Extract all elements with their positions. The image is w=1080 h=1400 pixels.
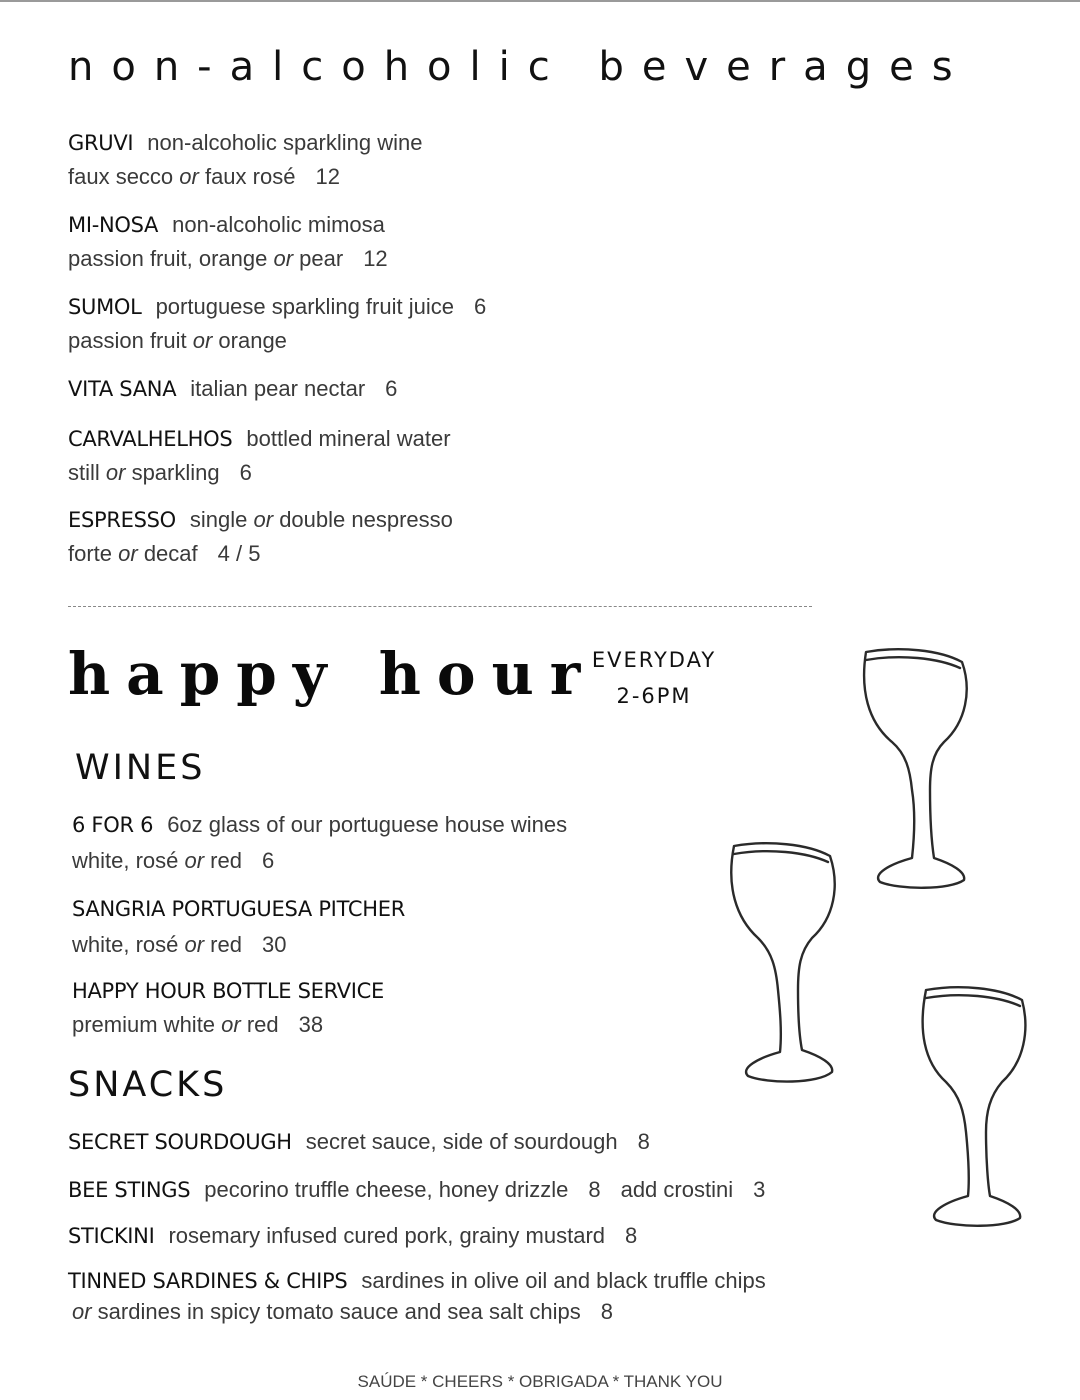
item-name: SANGRIA PORTUGUESA PITCHER	[72, 897, 405, 921]
item-options: passion fruit or orange	[68, 327, 287, 353]
item-desc: non-alcoholic sparkling wine	[147, 130, 423, 155]
item-options: or sardines in spicy tomato sauce and sea salt chips 8	[72, 1298, 613, 1324]
item-price: 8	[625, 1223, 638, 1248]
snacks-heading: SNACKS	[68, 1065, 228, 1105]
item-desc: single or double nespresso	[189, 507, 453, 532]
item-price: 6	[239, 459, 252, 485]
item-name: TINNED SARDINES & CHIPS	[68, 1269, 348, 1293]
item-desc: 6oz glass of our portuguese house wines	[167, 812, 568, 837]
item-options: white, rosé or red 30	[72, 931, 287, 957]
item-price: 12	[315, 163, 340, 189]
item-price: 30	[261, 931, 287, 957]
item-name: STICKINI	[68, 1224, 155, 1248]
item-desc: non-alcoholic mimosa	[172, 212, 385, 237]
item-name: ESPRESSO	[68, 508, 176, 532]
item-addon-price: 3	[753, 1177, 766, 1202]
item-price: 8	[600, 1298, 613, 1324]
item-name: MI-NOSA	[68, 213, 159, 237]
item-name: 6 FOR 6	[72, 813, 154, 837]
item-price: 38	[298, 1011, 324, 1037]
schedule-time: 2-6PM	[616, 684, 692, 708]
schedule-days: EVERYDAY	[591, 648, 717, 672]
item-desc: sardines in olive oil and black truffle chips	[361, 1268, 766, 1293]
item-desc: portuguese sparkling fruit juice	[155, 294, 454, 319]
item-options: white, rosé or red 6	[72, 847, 275, 873]
item-price: 6	[473, 294, 487, 319]
item-desc: secret sauce, side of sourdough	[305, 1129, 618, 1154]
item-name: CARVALHELHOS	[68, 427, 233, 451]
item-options: still or sparkling 6	[68, 459, 252, 485]
item-options: passion fruit, orange or pear 12	[68, 245, 388, 271]
wine-glass-icon	[864, 649, 967, 888]
item-desc: bottled mineral water	[246, 426, 451, 451]
item-name: HAPPY HOUR BOTTLE SERVICE	[72, 979, 385, 1003]
item-price: 8	[637, 1129, 650, 1154]
wines-heading: WINES	[75, 748, 206, 788]
item-name: SECRET SOURDOUGH	[68, 1130, 292, 1154]
nonalc-title: non-alcoholic beverages	[68, 44, 971, 90]
item-price: 6	[261, 847, 275, 873]
item-name: SUMOL	[68, 295, 142, 319]
item-price: 8	[588, 1177, 601, 1202]
footer-tagline: SAÚDE * CHEERS * OBRIGADA * THANK YOU	[357, 1372, 723, 1391]
item-price: 6	[385, 376, 398, 401]
item-price: 12	[363, 245, 388, 271]
item-options: premium white or red 38	[72, 1011, 324, 1037]
item-desc: rosemary infused cured pork, grainy mustard	[168, 1223, 606, 1248]
item-desc: pecorino truffle cheese, honey drizzle	[204, 1177, 569, 1202]
wine-glass-icon	[731, 843, 834, 1081]
item-name: GRUVI	[68, 131, 134, 155]
item-price: 4 / 5	[217, 540, 261, 566]
item-addon: add crostini	[620, 1177, 734, 1202]
wine-glass-icon	[923, 987, 1026, 1226]
item-name: VITA SANA	[68, 377, 177, 401]
item-desc: italian pear nectar	[190, 376, 366, 401]
item-options: faux secco or faux rosé 12	[68, 163, 340, 189]
item-name: BEE STINGS	[68, 1178, 191, 1202]
happy-hour-title: happy hour	[68, 640, 597, 708]
item-options: forte or decaf 4 / 5	[68, 540, 261, 566]
